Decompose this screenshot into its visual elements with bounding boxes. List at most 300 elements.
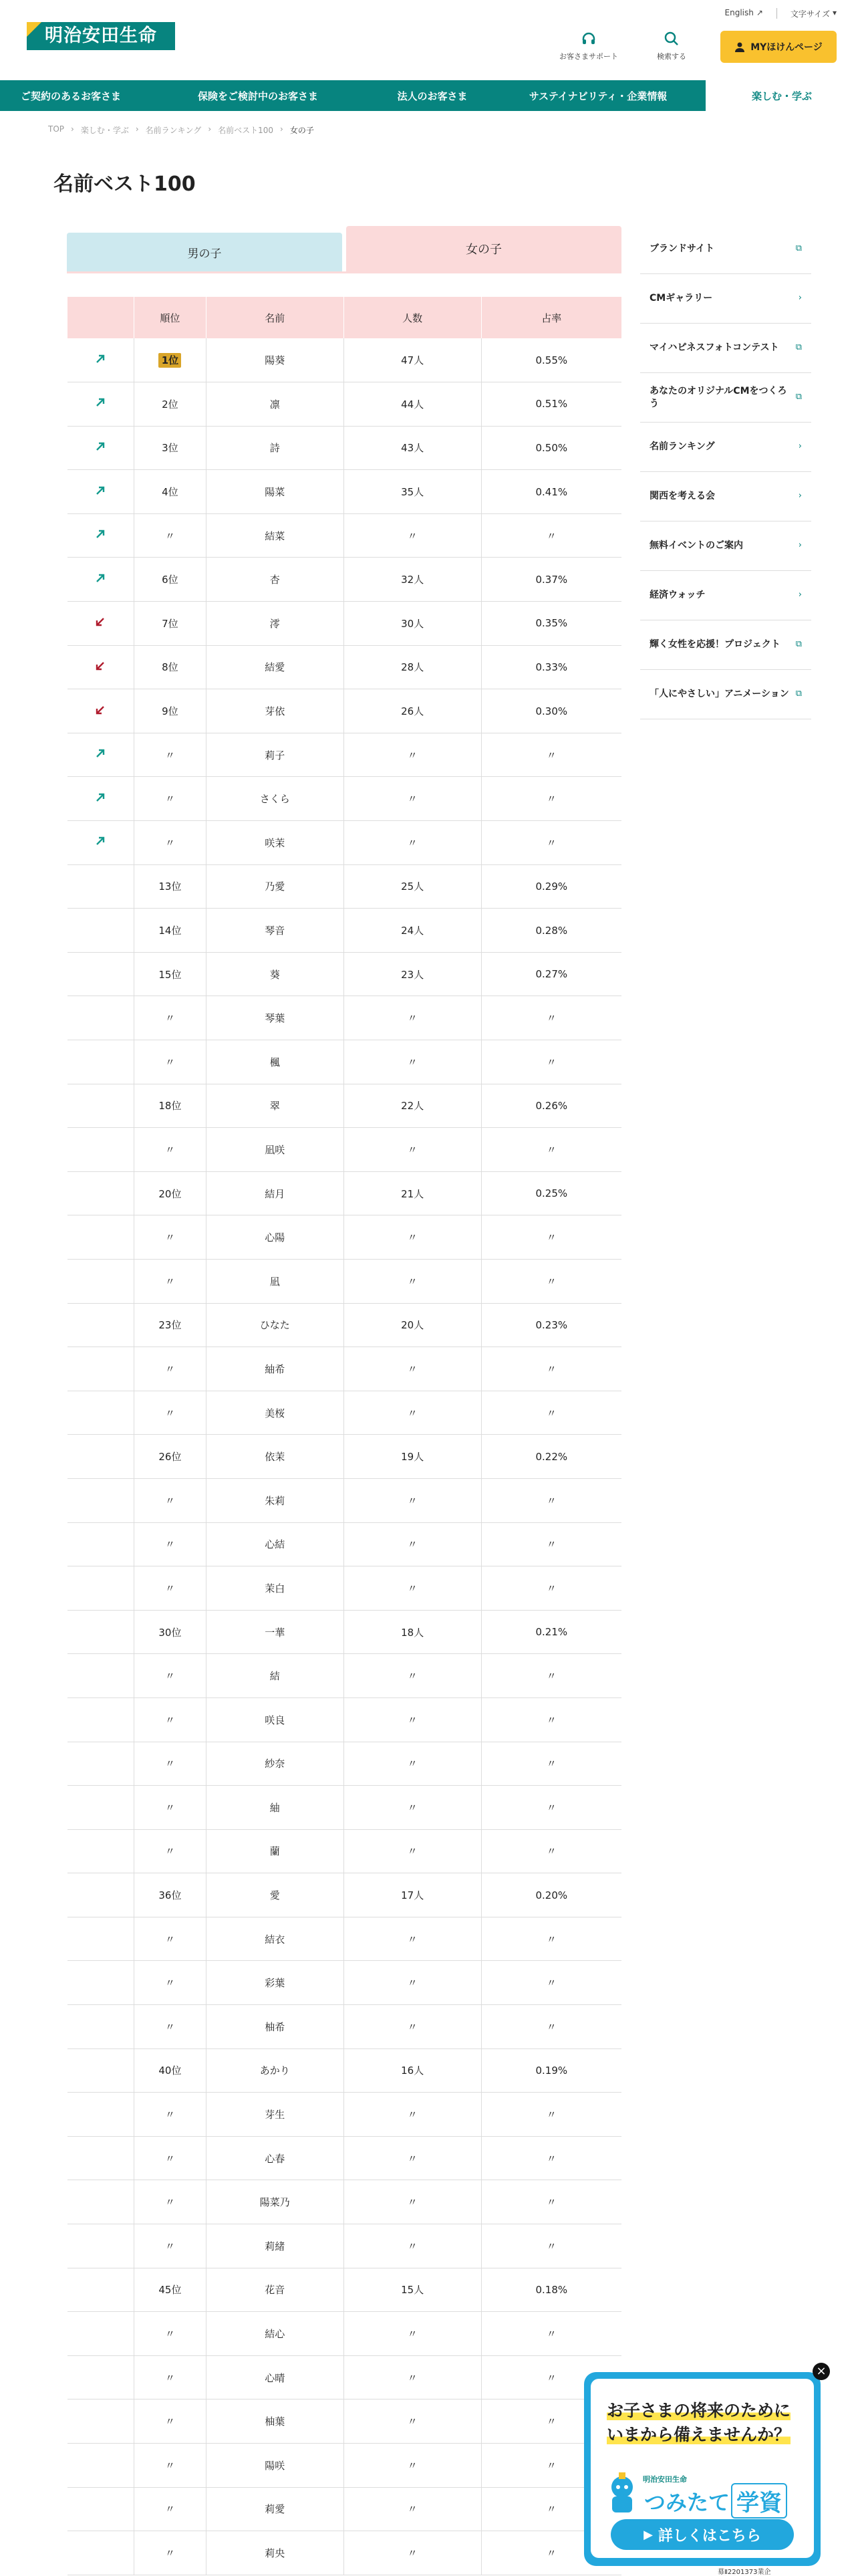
table-row	[67, 952, 622, 996]
share-cell: 0.19%	[481, 2048, 621, 2093]
table-row	[67, 2355, 622, 2399]
share-cell: 〃	[481, 1522, 621, 1566]
name-cell: 柚希	[206, 2005, 343, 2049]
name-cell: 花音	[206, 2268, 343, 2312]
breadcrumb-best100[interactable]: 名前ベスト100	[218, 126, 274, 135]
rank-cell: 〃	[134, 1259, 206, 1303]
chevron-right-icon: ›	[71, 124, 74, 134]
table-row	[67, 382, 622, 427]
share-cell: 0.29%	[481, 864, 621, 909]
table-row	[67, 1171, 622, 1215]
table-row	[67, 1566, 622, 1611]
name-cell: 陽咲	[206, 2444, 343, 2488]
arrow-up-right-icon	[96, 749, 105, 758]
name-cell: 結	[206, 1654, 343, 1698]
rank-cell: 〃	[134, 777, 206, 821]
count-cell: 17人	[343, 1873, 481, 1917]
tab-male[interactable]: 男の子	[67, 233, 342, 271]
share-cell: 〃	[481, 1566, 621, 1611]
trend-cell	[67, 1171, 134, 1215]
name-cell: ひなた	[206, 1303, 343, 1347]
count-cell: 30人	[343, 602, 481, 646]
search-link[interactable]	[635, 31, 708, 62]
share-cell: 〃	[481, 1742, 621, 1786]
name-cell: 紬希	[206, 1347, 343, 1391]
promo-product-badge: 学資	[731, 2483, 787, 2519]
my-hoken-button[interactable]	[720, 31, 837, 63]
rank-cell: 〃	[134, 1040, 206, 1084]
table-row	[67, 426, 622, 470]
share-cell: 0.22%	[481, 1435, 621, 1479]
trend-cell	[67, 645, 134, 689]
share-cell: 〃	[481, 2399, 621, 2444]
table-row	[67, 733, 622, 777]
rank-cell: 〃	[134, 733, 206, 777]
table-row	[67, 689, 622, 733]
trend-cell	[67, 2487, 134, 2531]
count-cell: 〃	[343, 996, 481, 1040]
utility-links	[725, 8, 837, 19]
chevron-right-icon: ›	[798, 441, 802, 452]
breadcrumb-current: 女の子	[289, 126, 314, 135]
nav-item-consider[interactable]: 保険をご検討中のお客さま	[197, 90, 318, 102]
table-row	[67, 1654, 622, 1698]
nav-item-corporate[interactable]: 法人のお客さま	[397, 90, 468, 102]
sidebar	[640, 225, 811, 719]
table-row	[67, 2180, 622, 2224]
trend-cell	[67, 821, 134, 865]
share-cell: 〃	[481, 2487, 621, 2531]
share-cell: 0.23%	[481, 1303, 621, 1347]
name-cell: 結心	[206, 2312, 343, 2356]
rank-cell: 〃	[134, 2487, 206, 2531]
name-cell: 蘭	[206, 1829, 343, 1873]
trend-cell	[67, 470, 134, 514]
rank-cell	[134, 338, 206, 382]
table-row	[67, 1522, 622, 1566]
table-row	[67, 1478, 622, 1522]
table-row	[67, 2399, 622, 2444]
count-cell: 〃	[343, 1478, 481, 1522]
font-size-toggle[interactable]: 文字サイズ	[790, 9, 830, 19]
chevron-right-icon: ›	[798, 491, 802, 501]
rank-cell: 〃	[134, 2312, 206, 2356]
count-cell: 〃	[343, 1829, 481, 1873]
trend-cell	[67, 382, 134, 427]
count-cell: 43人	[343, 426, 481, 470]
table-row	[67, 1215, 622, 1260]
name-cell: 琴葉	[206, 996, 343, 1040]
breadcrumb-ranking[interactable]: 名前ランキング	[145, 126, 202, 135]
share-cell: 0.28%	[481, 909, 621, 953]
promo-headline	[607, 2399, 791, 2447]
support-link[interactable]	[552, 31, 625, 62]
rank-cell: 45位	[134, 2268, 206, 2312]
share-cell: 〃	[481, 2180, 621, 2224]
divider	[776, 8, 777, 19]
sidebar-item[interactable]	[640, 225, 811, 274]
table-row	[67, 1742, 622, 1786]
trend-cell	[67, 2355, 134, 2399]
trend-cell	[67, 2444, 134, 2488]
rank-cell: 〃	[134, 996, 206, 1040]
gender-tabs	[67, 226, 621, 273]
share-cell: 0.20%	[481, 1873, 621, 1917]
table-row	[67, 1259, 622, 1303]
table-row	[67, 777, 622, 821]
name-cell: 朱莉	[206, 1478, 343, 1522]
trend-cell	[67, 2399, 134, 2444]
caret-down-icon: ▾	[832, 8, 837, 17]
name-cell: 陽菜	[206, 470, 343, 514]
trend-cell	[67, 602, 134, 646]
count-cell: 〃	[343, 1742, 481, 1786]
sidebar-item[interactable]	[640, 521, 811, 571]
count-cell: 16人	[343, 2048, 481, 2093]
trend-cell	[67, 909, 134, 953]
share-cell: 〃	[481, 2444, 621, 2488]
count-cell: 21人	[343, 1171, 481, 1215]
trend-cell	[67, 1084, 134, 1128]
sidebar-item[interactable]	[640, 324, 811, 373]
table-row	[67, 513, 622, 558]
rank-cell: 18位	[134, 1084, 206, 1128]
headset-icon	[581, 31, 597, 47]
count-cell: 〃	[343, 1391, 481, 1435]
share-cell: 〃	[481, 1917, 621, 1961]
search-icon	[664, 31, 680, 47]
chevron-right-icon: ›	[798, 540, 802, 551]
global-nav	[0, 80, 858, 111]
rank-cell: 26位	[134, 1435, 206, 1479]
sidebar-item[interactable]	[640, 373, 811, 423]
count-cell: 19人	[343, 1435, 481, 1479]
share-cell: 0.35%	[481, 602, 621, 646]
person-icon	[734, 41, 745, 52]
rank-cell: 〃	[134, 1829, 206, 1873]
trend-cell	[67, 2312, 134, 2356]
table-row	[67, 1873, 622, 1917]
trend-cell	[67, 426, 134, 470]
share-cell: 〃	[481, 1961, 621, 2005]
share-cell: 0.50%	[481, 426, 621, 470]
promo-banner[interactable]	[584, 2372, 821, 2566]
arrow-up-right-icon	[96, 442, 105, 451]
rank-cell: 〃	[134, 2093, 206, 2137]
crown-icon: 1位	[158, 353, 181, 368]
count-cell: 22人	[343, 1084, 481, 1128]
english-link[interactable]: English	[724, 8, 754, 17]
count-cell: 〃	[343, 821, 481, 865]
external-link-icon: ⧉	[795, 342, 802, 353]
name-cell: さくら	[206, 777, 343, 821]
rank-cell: 〃	[134, 2399, 206, 2444]
rank-cell: 〃	[134, 1215, 206, 1260]
support-label: お客さまサポート	[559, 52, 618, 61]
trend-cell	[67, 338, 134, 382]
trend-cell	[67, 558, 134, 602]
share-cell: 〃	[481, 777, 621, 821]
my-hoken-label: MYほけんページ	[750, 42, 823, 53]
rank-cell: 〃	[134, 1128, 206, 1172]
count-cell: 18人	[343, 1610, 481, 1654]
tab-underline	[67, 271, 621, 273]
name-cell: 愛	[206, 1873, 343, 1917]
sidebar-item[interactable]	[640, 670, 811, 719]
breadcrumb-enjoy[interactable]: 楽しむ・学ぶ	[80, 126, 129, 135]
table-row	[67, 864, 622, 909]
table-row	[67, 2005, 622, 2049]
count-cell: 〃	[343, 1786, 481, 1830]
arrow-up-right-icon	[96, 836, 105, 846]
arrow-up-right-icon	[96, 574, 105, 583]
count-cell: 28人	[343, 645, 481, 689]
name-cell: 心春	[206, 2136, 343, 2180]
page-title: 名前ベスト100	[53, 172, 196, 196]
rank-cell: 6位	[134, 558, 206, 602]
rank-cell: 15位	[134, 952, 206, 996]
table-row	[67, 1040, 622, 1084]
count-cell: 〃	[343, 2093, 481, 2137]
ranking-table	[67, 297, 621, 2575]
rank-cell: 〃	[134, 1566, 206, 1611]
external-link-icon: ⧉	[795, 392, 802, 402]
count-cell: 〃	[343, 1566, 481, 1611]
table-row	[67, 1435, 622, 1479]
breadcrumb-top[interactable]: TOP	[48, 124, 65, 134]
share-cell: 0.18%	[481, 2268, 621, 2312]
share-cell: 0.30%	[481, 689, 621, 733]
name-cell: 一華	[206, 1610, 343, 1654]
name-cell: 芽生	[206, 2093, 343, 2137]
sidebar-item-label: マイハピネスフォトコンテスト	[650, 342, 779, 354]
arrow-down-left-icon	[96, 661, 105, 671]
share-cell: 〃	[481, 1128, 621, 1172]
trend-cell	[67, 1654, 134, 1698]
table-row	[67, 2487, 622, 2531]
rank-cell: 〃	[134, 1522, 206, 1566]
trend-cell	[67, 2531, 134, 2575]
trend-cell	[67, 1786, 134, 1830]
sidebar-item-label: 「人にやさしい」アニメーション	[650, 689, 789, 700]
table-row	[67, 1084, 622, 1128]
table-row	[67, 1917, 622, 1961]
rank-cell: 〃	[134, 2355, 206, 2399]
share-cell: 〃	[481, 1391, 621, 1435]
table-row	[67, 1786, 622, 1830]
table-row	[67, 1303, 622, 1347]
sidebar-item[interactable]	[640, 274, 811, 324]
share-cell: 〃	[481, 1829, 621, 1873]
external-link-icon: ⧉	[795, 639, 802, 650]
rank-cell: 3位	[134, 426, 206, 470]
table-row	[67, 1128, 622, 1172]
trend-cell	[67, 864, 134, 909]
trend-cell	[67, 1961, 134, 2005]
chevron-right-icon: ›	[208, 124, 212, 134]
sidebar-item-label: ブランドサイト	[650, 243, 715, 255]
mascot-icon	[604, 2472, 640, 2515]
name-cell: 凪咲	[206, 1128, 343, 1172]
name-cell: 咲良	[206, 1697, 343, 1742]
nav-item-enjoy[interactable]: 楽しむ・学ぶ	[706, 80, 858, 111]
arrow-up-right-icon	[96, 486, 105, 495]
name-cell: 詩	[206, 426, 343, 470]
count-cell: 〃	[343, 2180, 481, 2224]
table-row	[67, 996, 622, 1040]
count-cell: 〃	[343, 2136, 481, 2180]
count-cell: 〃	[343, 2531, 481, 2575]
arrow-up-right-icon	[96, 354, 105, 364]
table-row	[67, 1610, 622, 1654]
rank-cell: 〃	[134, 1654, 206, 1698]
name-cell: 莉央	[206, 2531, 343, 2575]
trend-cell	[67, 733, 134, 777]
promo-line2: いまから備えませんか？	[607, 2425, 791, 2444]
count-cell: 〃	[343, 733, 481, 777]
trend-cell	[67, 1522, 134, 1566]
rank-cell: 〃	[134, 513, 206, 558]
name-cell: 澪	[206, 602, 343, 646]
rank-cell: 30位	[134, 1610, 206, 1654]
count-cell: 〃	[343, 1961, 481, 2005]
share-cell: 0.25%	[481, 1171, 621, 1215]
name-cell: 莉緒	[206, 2224, 343, 2268]
count-cell: 〃	[343, 1654, 481, 1698]
share-cell: 〃	[481, 2355, 621, 2399]
share-cell: 〃	[481, 1347, 621, 1391]
count-cell: 〃	[343, 777, 481, 821]
tab-female[interactable]: 女の子	[346, 226, 621, 271]
site-logo[interactable]: 明治安田生命	[27, 22, 175, 50]
chevron-right-icon: ›	[135, 124, 139, 134]
trend-cell	[67, 2268, 134, 2312]
arrow-up-right-icon	[96, 530, 105, 539]
trend-cell	[67, 689, 134, 733]
table-row	[67, 645, 622, 689]
count-cell: 〃	[343, 1128, 481, 1172]
name-cell: 結月	[206, 1171, 343, 1215]
rank-cell: 40位	[134, 2048, 206, 2093]
share-cell: 〃	[481, 1786, 621, 1830]
sidebar-item-label: 関西を考える会	[650, 491, 715, 502]
trend-cell	[67, 2180, 134, 2224]
share-cell: 〃	[481, 1478, 621, 1522]
name-cell: 咲茉	[206, 821, 343, 865]
rank-cell: 〃	[134, 2005, 206, 2049]
count-cell: 26人	[343, 689, 481, 733]
sidebar-item[interactable]	[640, 472, 811, 521]
count-cell: 〃	[343, 1259, 481, 1303]
count-cell: 32人	[343, 558, 481, 602]
share-cell: 〃	[481, 996, 621, 1040]
name-cell: 心晴	[206, 2355, 343, 2399]
count-cell: 44人	[343, 382, 481, 427]
external-link-icon: ⧉	[795, 243, 802, 254]
promo-product: つみたて	[644, 2490, 730, 2515]
nav-item-contract[interactable]: ご契約のあるお客さま	[20, 90, 121, 102]
name-cell: 陽葵	[206, 338, 343, 382]
name-cell: 美桜	[206, 1391, 343, 1435]
rank-cell: 〃	[134, 1478, 206, 1522]
nav-item-sustainability[interactable]: サステイナビリティ・企業情報	[529, 90, 668, 102]
trend-cell	[67, 952, 134, 996]
rank-cell: 〃	[134, 1742, 206, 1786]
sidebar-item[interactable]	[640, 423, 811, 472]
name-cell: 紬	[206, 1786, 343, 1830]
chevron-right-icon: ›	[798, 590, 802, 600]
share-cell: 0.51%	[481, 382, 621, 427]
chevron-right-icon: ›	[798, 293, 802, 304]
rank-cell: 〃	[134, 1917, 206, 1961]
rank-cell: 8位	[134, 645, 206, 689]
sidebar-item-label: 無料イベントのご案内	[650, 540, 743, 552]
name-cell: 心陽	[206, 1215, 343, 1260]
external-link-icon: ↗	[756, 8, 763, 17]
rank-cell: 14位	[134, 909, 206, 953]
count-cell: 〃	[343, 2355, 481, 2399]
name-cell: 芽依	[206, 689, 343, 733]
count-cell: 〃	[343, 2399, 481, 2444]
trend-cell	[67, 1566, 134, 1611]
name-cell: 乃愛	[206, 864, 343, 909]
table-row	[67, 2048, 622, 2093]
count-cell: 35人	[343, 470, 481, 514]
table-row	[67, 2136, 622, 2180]
trend-cell	[67, 1478, 134, 1522]
name-cell: 莉子	[206, 733, 343, 777]
trend-cell	[67, 1697, 134, 1742]
table-row	[67, 338, 622, 382]
count-cell: 〃	[343, 1347, 481, 1391]
share-cell: 〃	[481, 1654, 621, 1698]
header-name: 名前	[206, 297, 343, 338]
share-cell: 〃	[481, 2005, 621, 2049]
sidebar-item[interactable]	[640, 571, 811, 620]
trend-cell	[67, 1917, 134, 1961]
sidebar-item-label: 名前ランキング	[650, 441, 715, 453]
table-row	[67, 2093, 622, 2137]
promo-cta-label: 詳しくはこちら	[658, 2527, 761, 2545]
count-cell: 15人	[343, 2268, 481, 2312]
close-icon[interactable]: ×	[813, 2363, 830, 2380]
name-cell: 楓	[206, 1040, 343, 1084]
count-cell: 〃	[343, 2312, 481, 2356]
name-cell: 莉愛	[206, 2487, 343, 2531]
rank-cell: 〃	[134, 2444, 206, 2488]
share-cell: 0.41%	[481, 470, 621, 514]
search-label: 検索する	[657, 52, 686, 61]
rank-cell: 〃	[134, 1391, 206, 1435]
name-cell: 結菜	[206, 513, 343, 558]
play-icon: ▶	[644, 2527, 653, 2542]
rank-cell: 2位	[134, 382, 206, 427]
table-row	[67, 2268, 622, 2312]
rank-cell: 〃	[134, 1961, 206, 2005]
promo-cta-button[interactable]	[611, 2519, 794, 2550]
share-cell: 0.26%	[481, 1084, 621, 1128]
share-cell: 〃	[481, 1259, 621, 1303]
trend-cell	[67, 1435, 134, 1479]
trend-cell	[67, 513, 134, 558]
header-share: 占率	[481, 297, 621, 338]
share-cell: 〃	[481, 733, 621, 777]
trend-cell	[67, 2224, 134, 2268]
trend-cell	[67, 2136, 134, 2180]
ranking-body	[67, 338, 622, 2575]
sidebar-item[interactable]	[640, 620, 811, 670]
count-cell: 23人	[343, 952, 481, 996]
